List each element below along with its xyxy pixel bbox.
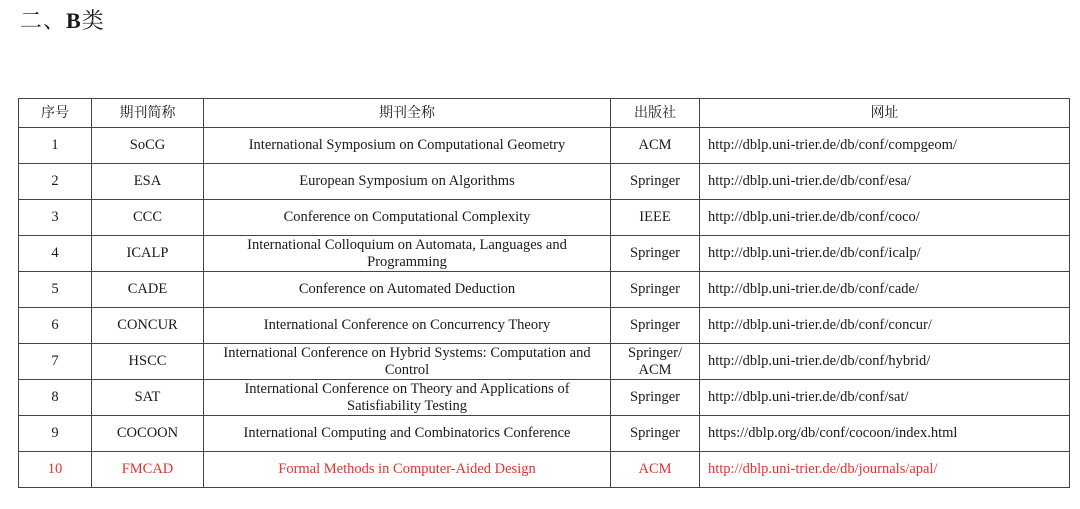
table-row	[19, 344, 1070, 380]
cell-url: https://dblp.org/db/conf/cocoon/index.html	[700, 416, 1070, 452]
cell-publisher: Springer/ ACM	[611, 344, 700, 380]
cell-full-name: International Conference on Concurrency Theory	[204, 308, 611, 344]
heading-suffix: 类	[81, 9, 105, 34]
table-row	[19, 236, 1070, 272]
cell-no: 8	[19, 380, 92, 416]
cell-abbr: ICALP	[92, 236, 204, 272]
table-row	[19, 128, 1070, 164]
cell-full-name: International Computing and Combinatorics Conference	[204, 416, 611, 452]
table-header-row	[19, 99, 1070, 128]
header-publisher: 出版社	[611, 99, 700, 128]
cell-full-name: International Conference on Theory and Applications of Satisfiability Testing	[204, 380, 611, 416]
table-row	[19, 164, 1070, 200]
cell-full-name: International Colloquium on Automata, Languages and Programming	[204, 236, 611, 272]
cell-publisher: ACM	[611, 128, 700, 164]
cell-abbr: COCOON	[92, 416, 204, 452]
cell-publisher: Springer	[611, 416, 700, 452]
cell-full-name: Conference on Automated Deduction	[204, 272, 611, 308]
cell-full-name: European Symposium on Algorithms	[204, 164, 611, 200]
header-abbr: 期刊简称	[92, 99, 204, 128]
cell-publisher: Springer	[611, 236, 700, 272]
cell-no: 4	[19, 236, 92, 272]
cell-url: http://dblp.uni-trier.de/db/conf/cade/	[700, 272, 1070, 308]
cell-abbr: SAT	[92, 380, 204, 416]
cell-abbr: FMCAD	[92, 452, 204, 488]
cell-url: http://dblp.uni-trier.de/db/conf/sat/	[700, 380, 1070, 416]
cell-abbr: CCC	[92, 200, 204, 236]
cell-url: http://dblp.uni-trier.de/db/journals/apal/	[700, 452, 1070, 488]
cell-no: 6	[19, 308, 92, 344]
cell-url: http://dblp.uni-trier.de/db/conf/concur/	[700, 308, 1070, 344]
venue-table	[18, 98, 1070, 488]
cell-abbr: CADE	[92, 272, 204, 308]
cell-full-name: Conference on Computational Complexity	[204, 200, 611, 236]
cell-url: http://dblp.uni-trier.de/db/conf/coco/	[700, 200, 1070, 236]
cell-publisher: Springer	[611, 272, 700, 308]
cell-abbr: SoCG	[92, 128, 204, 164]
cell-url: http://dblp.uni-trier.de/db/conf/hybrid/	[700, 344, 1070, 380]
cell-url: http://dblp.uni-trier.de/db/conf/esa/	[700, 164, 1070, 200]
cell-full-name: International Symposium on Computational Geometry	[204, 128, 611, 164]
cell-no: 10	[19, 452, 92, 488]
table-row	[19, 272, 1070, 308]
cell-publisher: Springer	[611, 164, 700, 200]
heading-prefix: 二、	[20, 9, 67, 34]
cell-no: 9	[19, 416, 92, 452]
cell-abbr: ESA	[92, 164, 204, 200]
cell-publisher: Springer	[611, 308, 700, 344]
cell-publisher: Springer	[611, 380, 700, 416]
cell-no: 3	[19, 200, 92, 236]
cell-full-name: Formal Methods in Computer-Aided Design	[204, 452, 611, 488]
header-url: 网址	[700, 99, 1070, 128]
table-row-highlighted	[19, 452, 1070, 488]
cell-publisher: IEEE	[611, 200, 700, 236]
cell-abbr: HSCC	[92, 344, 204, 380]
cell-url: http://dblp.uni-trier.de/db/conf/icalp/	[700, 236, 1070, 272]
cell-no: 5	[19, 272, 92, 308]
table-row	[19, 200, 1070, 236]
table-row	[19, 416, 1070, 452]
table-row	[19, 380, 1070, 416]
cell-url: http://dblp.uni-trier.de/db/conf/compgeom/	[700, 128, 1070, 164]
cell-abbr: CONCUR	[92, 308, 204, 344]
cell-no: 7	[19, 344, 92, 380]
heading-letter: B	[66, 8, 82, 33]
cell-full-name: International Conference on Hybrid Systems: Computation and Control	[204, 344, 611, 380]
cell-no: 2	[19, 164, 92, 200]
cell-no: 1	[19, 128, 92, 164]
table-row	[19, 308, 1070, 344]
cell-publisher: ACM	[611, 452, 700, 488]
header-full-name: 期刊全称	[204, 99, 611, 128]
header-no: 序号	[19, 99, 92, 128]
section-heading	[20, 6, 105, 37]
